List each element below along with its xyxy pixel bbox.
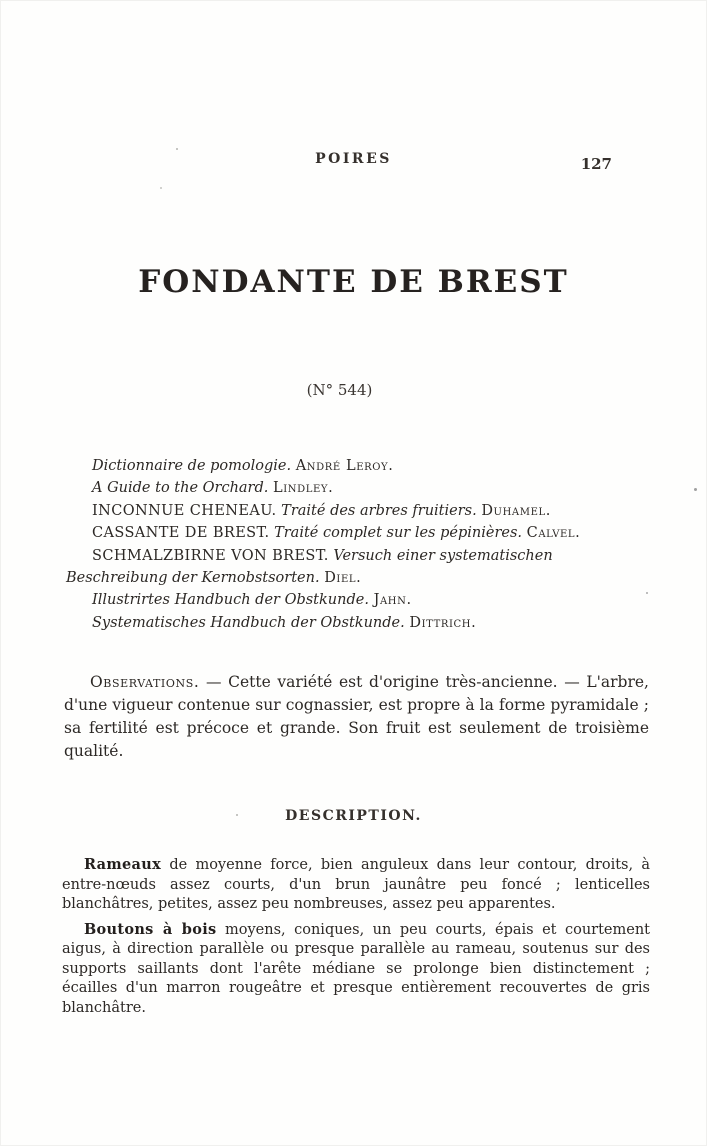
reference-author: Duhamel. [481, 502, 551, 519]
running-title: POIRES [315, 151, 392, 167]
reference-item [66, 612, 648, 634]
reference-author: Diel. [324, 570, 362, 587]
reference-work-title: Versuch einer systematischen Beschreibung der Kernobstsorten. [66, 547, 553, 587]
paragraph-text: moyens, coniques, un peu courts, épais et courtement aigus, à direction parallèle ou presque parallèle au rameau, soutenus sur des supports saillants dont l'arête médiane se prolonge bien distinctement ; écailles d'un marron rougeâtre et presque entièrement recouvertes de gris blanchâtre. [62, 921, 651, 1016]
reference-item [66, 500, 648, 522]
reference-synonym: INCONNUE CHENEAU. [92, 502, 277, 519]
paragraph-lead: Rameaux [84, 856, 162, 873]
reference-author: André Leroy. [295, 458, 394, 474]
reference-work-title: Traité complet sur les pépinières. [274, 525, 523, 542]
reference-work-title: Systematisches Handbuch der Obstkunde. [92, 614, 405, 631]
observations-paragraph [64, 671, 649, 763]
paragraph-boutons-a-bois [62, 920, 650, 1019]
scan-speck [694, 488, 697, 491]
reference-item [66, 522, 648, 544]
reference-author: Dittrich. [409, 614, 477, 631]
reference-work-title: A Guide to the Orchard. [92, 480, 269, 497]
reference-item [66, 589, 648, 611]
paragraph-lead: Boutons à bois [84, 920, 217, 938]
page-number: 127 [580, 155, 612, 173]
observations-label: Observations. [90, 673, 200, 691]
observations-text: — Cette variété est d'origine très-ancienne. — L'arbre, d'une vigueur contenue sur cognassier, est propre à la forme pyramidale ; sa fertilité est précoce et grande. Son fruit est seulement de troisième qualité. [64, 673, 649, 760]
description-heading: DESCRIPTION. [285, 808, 422, 824]
reference-synonym: CASSANTE DE BREST. [92, 525, 270, 542]
reference-synonym: SCHMALZBIRNE VON BREST. [92, 547, 329, 564]
reference-work-title: Illustrirtes Handbuch der Obstkunde. [92, 592, 369, 609]
description-body [62, 855, 650, 1023]
paragraph-rameaux [62, 855, 650, 915]
page-title: FONDANTE DE BREST [138, 264, 569, 300]
reference-work-title: Dictionnaire de pomologie. [92, 458, 292, 474]
reference-author: Jahn. [373, 592, 412, 609]
variety-number: (N° 544) [306, 381, 373, 399]
scan-speck [176, 148, 178, 150]
reference-author: Lindley. [273, 480, 334, 497]
reference-item [66, 455, 648, 477]
reference-author: Calvel. [526, 525, 581, 542]
reference-item [66, 545, 648, 590]
references-list [66, 455, 648, 634]
reference-item [66, 477, 648, 499]
scan-speck [160, 187, 162, 189]
paragraph-text: de moyenne force, bien anguleux dans leur contour, droits, à entre-nœuds assez courts, d'un brun jaunâtre peu foncé ; lenticelles blanchâtres, petites, assez peu nombreuses, assez peu apparentes. [62, 857, 651, 912]
reference-work-title: Traité des arbres fruitiers. [281, 502, 477, 519]
